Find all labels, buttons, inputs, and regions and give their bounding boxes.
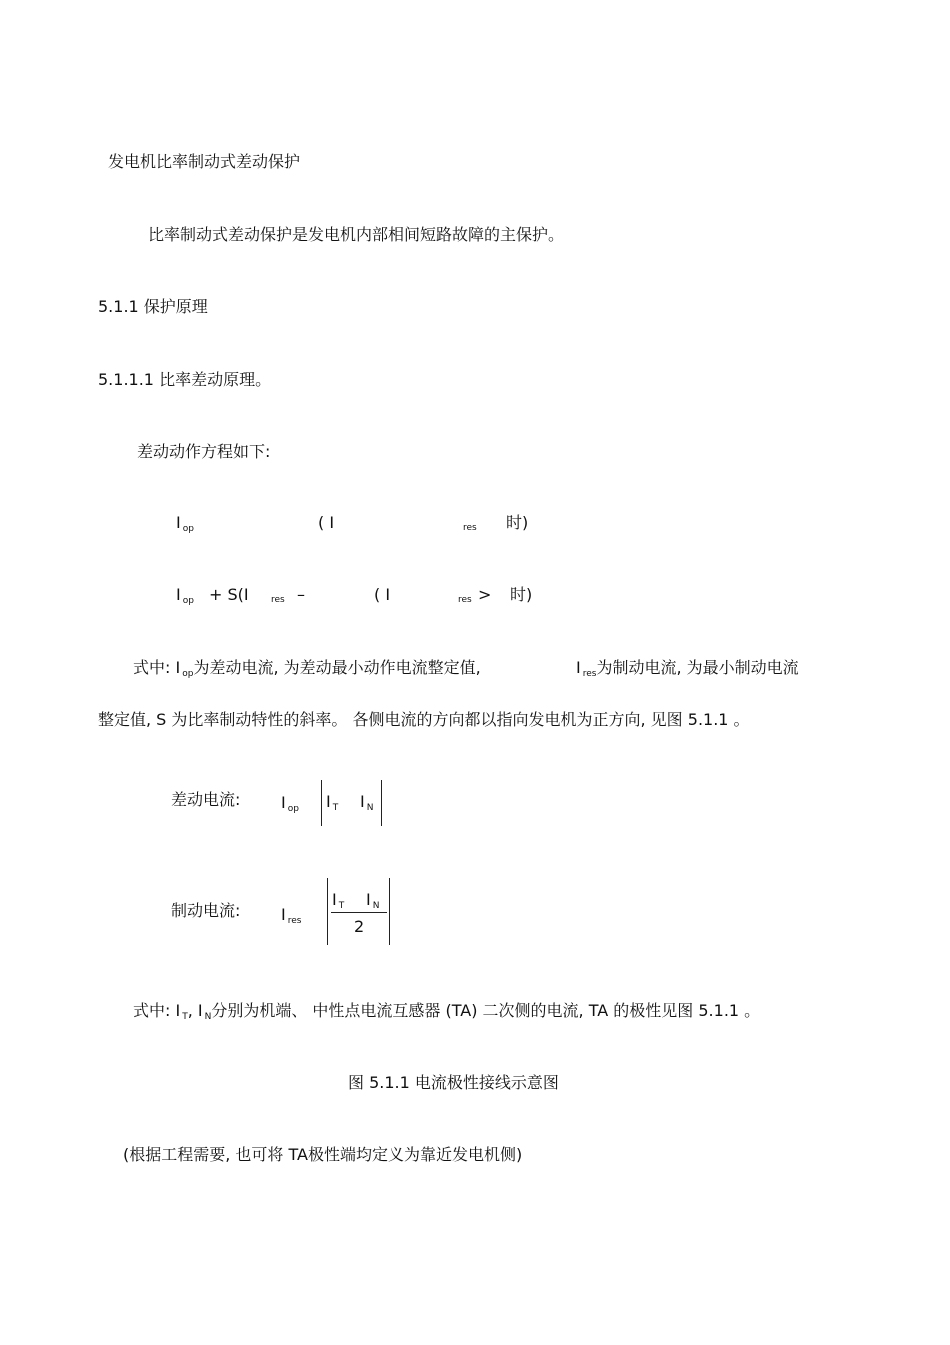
equation-intro: 差动动作方程如下: — [137, 442, 271, 461]
section-heading-5-1-1: 5.1.1 保护原理 — [98, 297, 208, 316]
eq2-paren: ( I — [374, 585, 391, 604]
doc-title: 发电机比率制动式差动保护 — [108, 152, 301, 171]
eq2-gt: > — [478, 585, 492, 604]
description-line-2: 整定值, S 为比率制动特性的斜率。 各侧电流的方向都以指向发电机为正方向, 见图 5.1.1 。 — [98, 710, 750, 729]
eq2-i: Iop — [176, 585, 194, 606]
eq1-res: res — [463, 523, 477, 533]
diff-in: I N — [360, 792, 374, 813]
note-paragraph: (根据工程需要, 也可将 TA极性端均定义为靠近发电机侧) — [123, 1145, 523, 1164]
eq2-minus: – — [297, 585, 305, 604]
desc1-prefix: 式中: I op为差动电流, 为差动最小动作电流整定值, — [133, 658, 481, 679]
restr-abs-left-bar — [327, 878, 328, 945]
eq1-i: Iop — [176, 513, 194, 534]
restr-i: Ires — [281, 905, 302, 926]
restr-in: I N — [366, 890, 380, 911]
eq1-paren: ( I — [318, 513, 335, 532]
restr-it: I T — [332, 890, 345, 911]
restr-fraction-bar — [331, 912, 387, 913]
diff-abs-left-bar — [321, 780, 322, 826]
intro-paragraph: 比率制动式差动保护是发电机内部相间短路故障的主保护。 — [148, 225, 565, 244]
section-heading-5-1-1-1: 5.1.1.1 比率差动原理。 — [98, 370, 272, 389]
description-line-3: 式中: I T, I N分别为机端、 中性点电流互感器 (TA) 二次侧的电流, TA 的极性见图 5.1.1 。 — [133, 1001, 761, 1022]
diff-label: 差动电流: — [171, 790, 241, 809]
eq2-plus-s: + S(I — [209, 585, 249, 604]
desc1-tail: Ires为制动电流, 为最小制动电流 — [576, 658, 799, 679]
restr-label: 制动电流: — [171, 901, 241, 920]
figure-caption: 图 5.1.1 电流极性接线示意图 — [348, 1073, 559, 1092]
diff-abs-right-bar — [381, 780, 382, 826]
eq1-when: 时) — [506, 513, 529, 532]
eq2-when: 时) — [510, 585, 533, 604]
diff-it: I T — [326, 792, 339, 813]
restr-denominator: 2 — [354, 917, 365, 936]
eq2-res: res — [271, 595, 285, 605]
eq2-res2: res — [458, 595, 472, 605]
diff-i: Iop — [281, 793, 299, 814]
restr-abs-right-bar — [389, 878, 390, 945]
